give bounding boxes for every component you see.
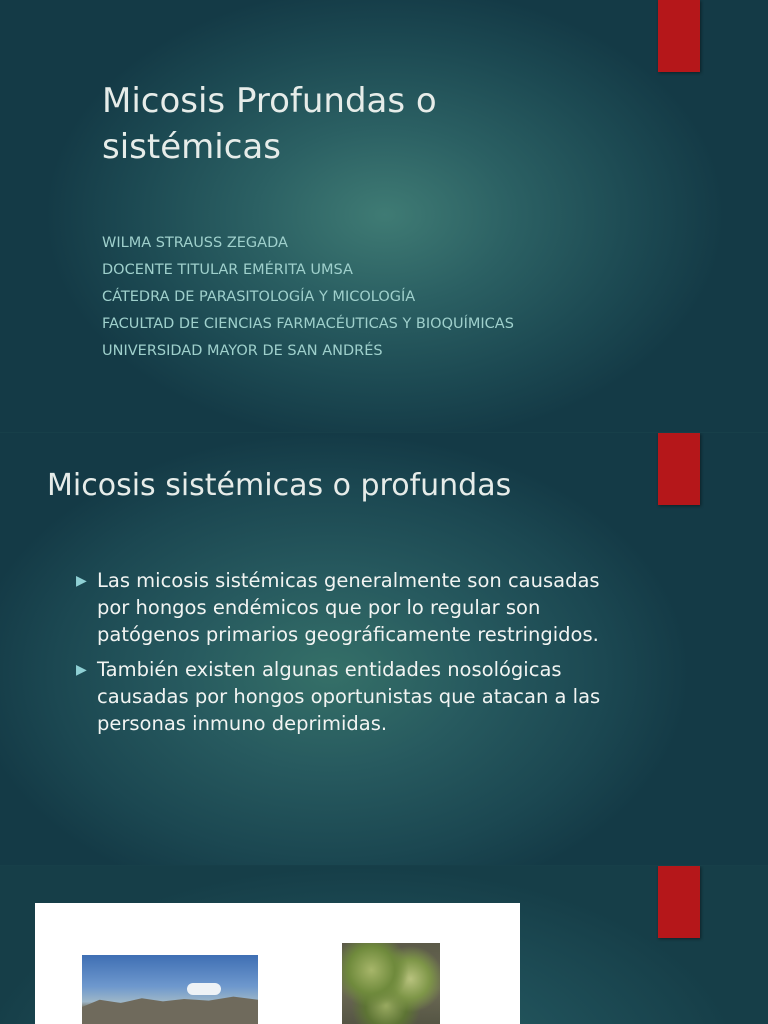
bullet-text: Las micosis sistémicas generalmente son causadas por hongos endémicos que por lo regular son patógenos primarios geográficamente restringidos. [97, 569, 600, 646]
slide-title[interactable] [0, 0, 768, 432]
image-panel [35, 903, 520, 1024]
triangle-bullet-icon: ▶ [76, 662, 87, 678]
mountain-ridge [82, 991, 258, 1024]
accent-bar [658, 433, 700, 505]
slide-images[interactable] [0, 866, 768, 1024]
landscape-photo [82, 955, 258, 1024]
bullet-list [76, 567, 636, 745]
triangle-bullet-icon: ▶ [76, 573, 87, 589]
author-position: DOCENTE TITULAR EMÉRITA UMSA [102, 262, 353, 278]
department: CÁTEDRA DE PARASITOLOGÍA Y MICOLOGÍA [102, 289, 416, 305]
bullet-item [76, 656, 636, 737]
cloud-shape [187, 983, 221, 995]
accent-bar [658, 866, 700, 938]
author-name: WILMA STRAUSS ZEGADA [102, 235, 288, 251]
faculty: FACULTAD DE CIENCIAS FARMACÉUTICAS Y BIOQUÍMICAS [102, 316, 514, 332]
plant-photo [342, 943, 440, 1024]
presentation-title: Micosis Profundas o sistémicas [102, 81, 437, 167]
bullet-item [76, 567, 636, 648]
author-info [102, 230, 514, 365]
slide-heading: Micosis sistémicas o profundas [47, 468, 512, 503]
university: UNIVERSIDAD MAYOR DE SAN ANDRÉS [102, 343, 383, 359]
accent-bar [658, 0, 700, 72]
slide-content[interactable] [0, 433, 768, 865]
bullet-text: También existen algunas entidades nosológicas causadas por hongos oportunistas que atacan a las personas inmuno deprimidas. [97, 658, 601, 735]
